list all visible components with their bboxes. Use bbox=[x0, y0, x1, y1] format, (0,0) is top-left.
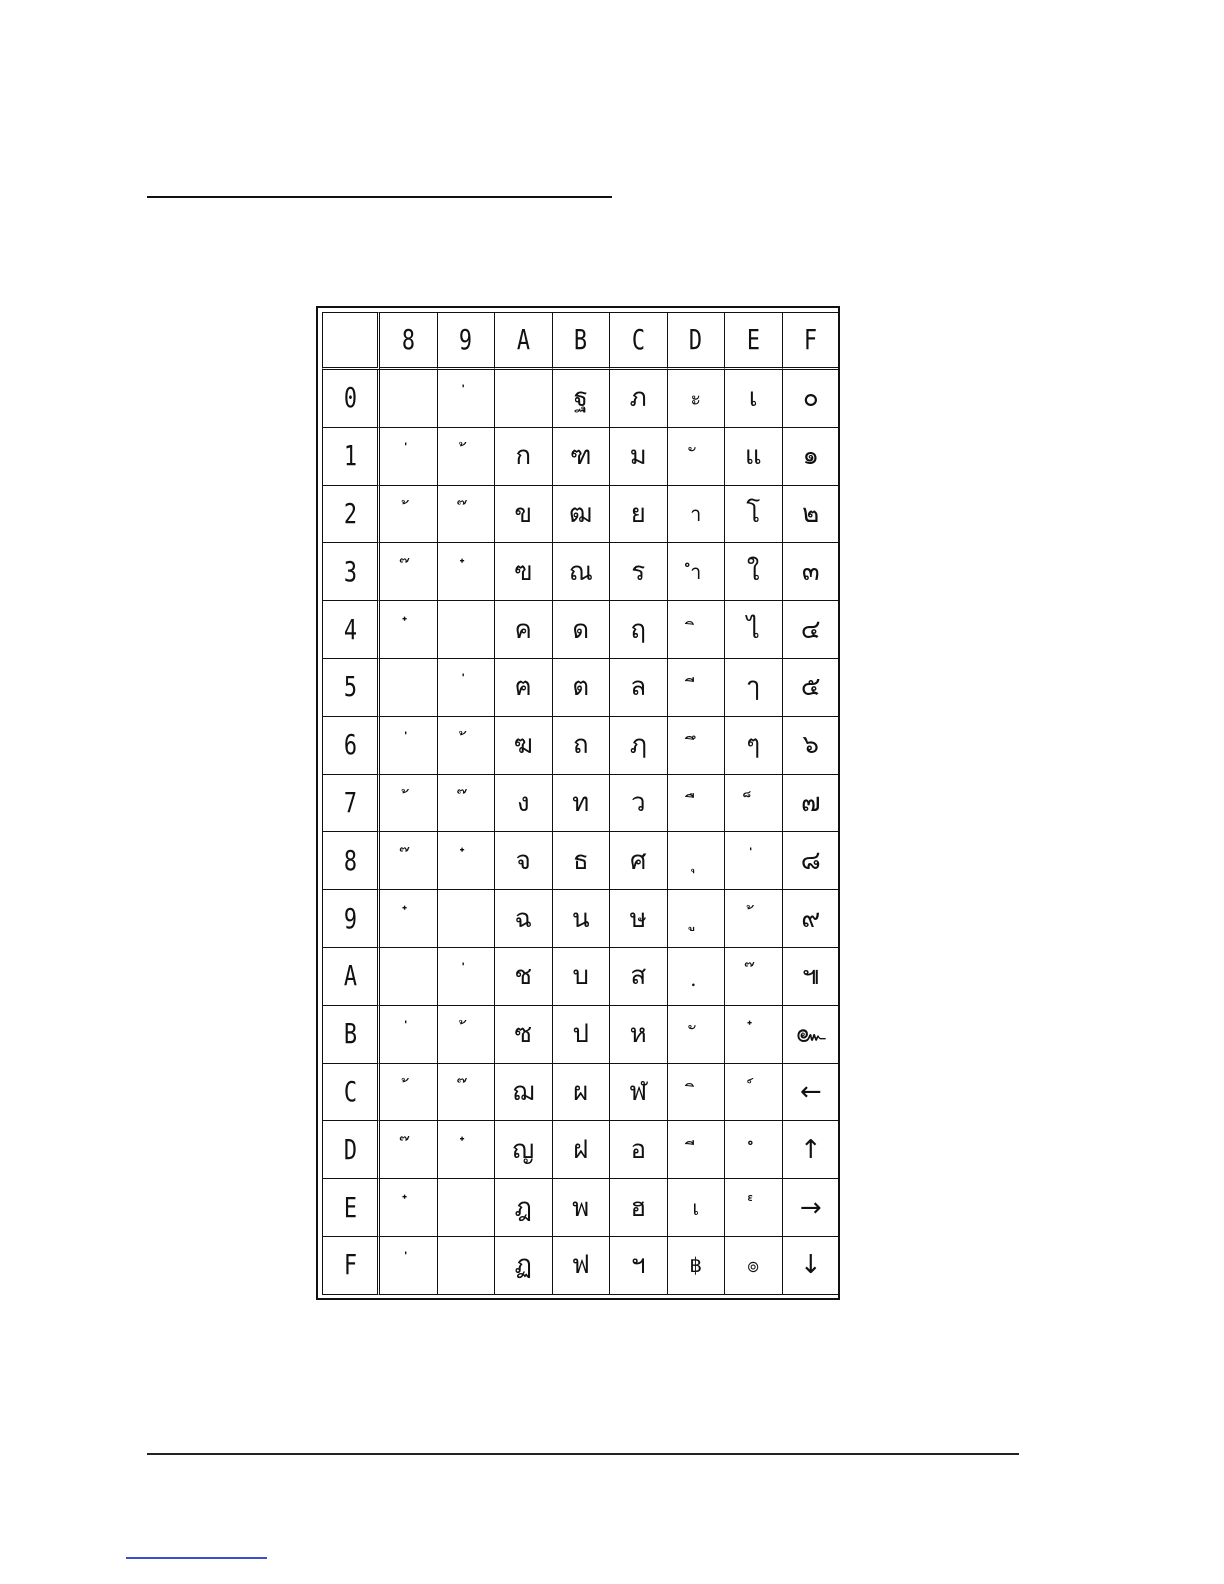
table-cell bbox=[438, 1179, 496, 1237]
character-glyph: ฝ bbox=[573, 1134, 589, 1165]
table-cell bbox=[668, 832, 726, 890]
character-glyph: ๆ bbox=[746, 730, 761, 761]
character-glyph: ม bbox=[629, 441, 647, 472]
row-header-label: B bbox=[343, 1017, 357, 1051]
table-cell bbox=[438, 890, 496, 948]
table-cell bbox=[668, 1179, 726, 1237]
table-cell bbox=[438, 486, 496, 544]
table-cell bbox=[783, 890, 841, 948]
table-cell bbox=[610, 890, 668, 948]
character-glyph: า bbox=[690, 501, 702, 526]
column-header bbox=[380, 312, 438, 370]
character-glyph: ฒ bbox=[569, 498, 593, 529]
column-header bbox=[495, 312, 553, 370]
table-cell bbox=[610, 1064, 668, 1122]
character-glyph: ๙ bbox=[801, 903, 821, 934]
character-glyph: ำ bbox=[690, 559, 702, 584]
table-cell bbox=[725, 370, 783, 428]
table-cell bbox=[495, 1179, 553, 1237]
column-header-label: D bbox=[689, 323, 703, 356]
table-cell bbox=[610, 948, 668, 1006]
row-header-label: A bbox=[343, 959, 357, 993]
row-header-label: 4 bbox=[343, 612, 357, 646]
table-cell bbox=[725, 717, 783, 775]
row-header bbox=[322, 1121, 380, 1179]
character-glyph: ส bbox=[630, 961, 647, 992]
table-cell bbox=[783, 717, 841, 775]
table-cell bbox=[495, 775, 553, 833]
table-cell bbox=[725, 659, 783, 717]
character-glyph: ไ bbox=[746, 614, 760, 645]
row-header bbox=[322, 370, 380, 428]
table-cell bbox=[438, 1006, 496, 1064]
table-cell bbox=[495, 543, 553, 601]
row-header bbox=[322, 601, 380, 659]
character-glyph: ฏ bbox=[514, 1250, 532, 1281]
character-glyph: ป bbox=[572, 1019, 589, 1050]
table-cell bbox=[610, 717, 668, 775]
character-glyph: ๖ bbox=[802, 730, 819, 761]
row-header bbox=[322, 486, 380, 544]
column-header bbox=[783, 312, 841, 370]
character-glyph: เ bbox=[692, 1195, 700, 1220]
character-glyph: ๐ bbox=[802, 383, 819, 414]
character-glyph: ก bbox=[515, 441, 532, 472]
table-cell bbox=[438, 601, 496, 659]
table-cell bbox=[783, 659, 841, 717]
character-glyph: ถ bbox=[572, 730, 589, 761]
table-cell bbox=[783, 428, 841, 486]
character-glyph: ห bbox=[629, 1019, 647, 1050]
character-glyph: ง bbox=[516, 787, 530, 818]
character-glyph: ฌ bbox=[512, 1076, 535, 1107]
character-glyph: ฆ bbox=[513, 730, 533, 761]
character-glyph: ร bbox=[631, 556, 646, 587]
table-cell bbox=[668, 1064, 726, 1122]
table-cell bbox=[610, 1179, 668, 1237]
row-header bbox=[322, 890, 380, 948]
row-header bbox=[322, 717, 380, 775]
table-cell bbox=[783, 486, 841, 544]
character-glyph: โ bbox=[746, 498, 761, 529]
table-cell bbox=[668, 1121, 726, 1179]
table-cell bbox=[495, 659, 553, 717]
character-glyph: ↑ bbox=[799, 1134, 822, 1165]
row-header-label: 2 bbox=[343, 496, 357, 530]
character-glyph: ภ bbox=[629, 383, 647, 414]
column-header-label: A bbox=[516, 323, 530, 356]
table-cell bbox=[495, 601, 553, 659]
table-cell bbox=[438, 948, 496, 1006]
table-cell bbox=[668, 775, 726, 833]
character-glyph: ๛ bbox=[795, 1019, 826, 1050]
table-cell bbox=[380, 717, 438, 775]
table-cell bbox=[380, 1006, 438, 1064]
character-glyph: ฟ bbox=[571, 1250, 590, 1281]
table-cell bbox=[783, 1121, 841, 1179]
character-glyph: จ bbox=[515, 845, 531, 876]
table-cell bbox=[668, 486, 726, 544]
table-cell bbox=[438, 370, 496, 428]
table-cell bbox=[380, 1121, 438, 1179]
footer-link-underline bbox=[126, 1557, 267, 1559]
table-cell bbox=[610, 486, 668, 544]
table-cell bbox=[783, 1064, 841, 1122]
table-cell bbox=[438, 659, 496, 717]
table-cell bbox=[610, 832, 668, 890]
table-cell bbox=[783, 1006, 841, 1064]
character-glyph: ๔ bbox=[800, 614, 821, 645]
character-glyph: ฯ bbox=[630, 1250, 646, 1281]
table-cell bbox=[553, 1064, 611, 1122]
table-cell bbox=[380, 601, 438, 659]
character-code-table bbox=[316, 306, 840, 1300]
table-cell bbox=[668, 890, 726, 948]
row-header-label: D bbox=[343, 1132, 357, 1166]
character-glyph: ค bbox=[514, 614, 532, 645]
character-glyph: ผ bbox=[573, 1076, 589, 1107]
character-glyph: ซ bbox=[514, 1019, 533, 1050]
column-header bbox=[725, 312, 783, 370]
table-cell bbox=[380, 428, 438, 486]
top-rule bbox=[147, 196, 612, 198]
table-cell bbox=[553, 659, 611, 717]
table-cell bbox=[668, 1006, 726, 1064]
table-cell bbox=[495, 1006, 553, 1064]
table-cell bbox=[610, 428, 668, 486]
character-glyph: ล bbox=[630, 672, 647, 703]
table-cell bbox=[438, 1121, 496, 1179]
table-cell bbox=[495, 486, 553, 544]
character-glyph: เ bbox=[748, 383, 758, 414]
table-cell bbox=[783, 775, 841, 833]
character-glyph: ฦ bbox=[629, 730, 647, 761]
character-glyph: ๚ bbox=[801, 961, 820, 992]
column-header-label: 8 bbox=[401, 323, 415, 356]
column-header bbox=[610, 312, 668, 370]
table-cell bbox=[668, 717, 726, 775]
table-cell bbox=[610, 1237, 668, 1295]
table-cell bbox=[380, 370, 438, 428]
row-header-label: 8 bbox=[343, 843, 357, 877]
table-cell bbox=[783, 1179, 841, 1237]
table-cell bbox=[725, 775, 783, 833]
table-cell bbox=[725, 832, 783, 890]
table-cell bbox=[725, 1121, 783, 1179]
character-glyph: ฤ bbox=[630, 614, 647, 645]
table-cell bbox=[610, 1006, 668, 1064]
character-glyph: ฿ bbox=[689, 1253, 703, 1278]
character-glyph: ใ bbox=[746, 556, 760, 587]
table-cell bbox=[610, 775, 668, 833]
table-cell bbox=[725, 1006, 783, 1064]
character-glyph: ว bbox=[630, 787, 646, 818]
character-glyph: ๓ bbox=[801, 556, 820, 587]
character-glyph: พ bbox=[572, 1192, 590, 1223]
table-cell bbox=[553, 543, 611, 601]
table-cell bbox=[438, 1237, 496, 1295]
column-header-label: E bbox=[746, 323, 760, 356]
table-cell bbox=[725, 1064, 783, 1122]
table-cell bbox=[553, 1006, 611, 1064]
table-cell bbox=[783, 1237, 841, 1295]
character-glyph: ๗ bbox=[800, 787, 821, 818]
table-cell bbox=[495, 890, 553, 948]
row-header bbox=[322, 428, 380, 486]
row-header-label: C bbox=[343, 1074, 357, 1108]
table-cell bbox=[495, 370, 553, 428]
table-cell bbox=[783, 370, 841, 428]
table-cell bbox=[553, 890, 611, 948]
character-glyph: บ bbox=[572, 961, 589, 992]
character-glyph: ฑ bbox=[569, 441, 592, 472]
table-cell bbox=[553, 775, 611, 833]
row-header-label: F bbox=[343, 1248, 357, 1282]
character-glyph: ๘ bbox=[800, 845, 821, 876]
table-cell bbox=[380, 1064, 438, 1122]
table-cell bbox=[438, 1064, 496, 1122]
table-cell bbox=[610, 659, 668, 717]
table-cell bbox=[725, 890, 783, 948]
table-cell bbox=[725, 1237, 783, 1295]
table-cell bbox=[668, 428, 726, 486]
column-header-label: F bbox=[804, 323, 818, 356]
table-cell bbox=[553, 832, 611, 890]
table-cell bbox=[783, 601, 841, 659]
table-cell bbox=[668, 948, 726, 1006]
row-header bbox=[322, 832, 380, 890]
table-cell bbox=[553, 717, 611, 775]
table-cell bbox=[380, 948, 438, 1006]
character-glyph: แ bbox=[744, 441, 762, 472]
table-cell bbox=[495, 1064, 553, 1122]
table-cell bbox=[783, 948, 841, 1006]
column-header-label: C bbox=[631, 323, 645, 356]
table-cell bbox=[438, 775, 496, 833]
table-cell bbox=[380, 775, 438, 833]
character-glyph: ณ bbox=[568, 556, 593, 587]
character-glyph: → bbox=[799, 1192, 822, 1223]
character-glyph: ๅ bbox=[746, 672, 760, 703]
character-glyph: ฎ bbox=[514, 1192, 532, 1223]
row-header-label: 5 bbox=[343, 670, 357, 704]
row-header-label: E bbox=[343, 1190, 357, 1224]
table-cell bbox=[553, 1237, 611, 1295]
table-cell bbox=[380, 543, 438, 601]
character-glyph: ฬ bbox=[629, 1076, 648, 1107]
table-cell bbox=[725, 486, 783, 544]
character-glyph: ↓ bbox=[799, 1250, 822, 1281]
table-cell bbox=[380, 1237, 438, 1295]
table-cell bbox=[725, 948, 783, 1006]
table-cell bbox=[380, 659, 438, 717]
table-cell bbox=[495, 717, 553, 775]
column-header-label: B bbox=[574, 323, 588, 356]
row-header bbox=[322, 543, 380, 601]
row-header bbox=[322, 775, 380, 833]
corner-cell bbox=[322, 312, 380, 370]
table-cell bbox=[553, 948, 611, 1006]
character-glyph: ฃ bbox=[514, 556, 533, 587]
row-header-label: 3 bbox=[343, 554, 357, 588]
table-cell bbox=[668, 659, 726, 717]
character-glyph: ๒ bbox=[802, 498, 820, 529]
table-cell bbox=[553, 601, 611, 659]
table-cell bbox=[668, 543, 726, 601]
row-header-label: 0 bbox=[343, 381, 357, 415]
table-cell bbox=[610, 370, 668, 428]
table-cell bbox=[668, 1237, 726, 1295]
table-cell bbox=[438, 832, 496, 890]
row-header-label: 9 bbox=[343, 901, 357, 935]
table-cell bbox=[380, 832, 438, 890]
character-glyph: ข bbox=[514, 498, 533, 529]
character-glyph: อ bbox=[630, 1134, 647, 1165]
bottom-rule bbox=[147, 1453, 1019, 1455]
column-header bbox=[438, 312, 496, 370]
character-glyph: ← bbox=[799, 1076, 822, 1107]
table-cell bbox=[668, 601, 726, 659]
table-cell bbox=[610, 601, 668, 659]
character-glyph: ด bbox=[572, 614, 590, 645]
table-cell bbox=[438, 543, 496, 601]
character-glyph: ฅ bbox=[514, 672, 532, 703]
table-cell bbox=[553, 370, 611, 428]
row-header bbox=[322, 1237, 380, 1295]
table-cell bbox=[783, 832, 841, 890]
character-glyph: ๏ bbox=[747, 1253, 760, 1278]
table-cell bbox=[553, 428, 611, 486]
table-cell bbox=[495, 948, 553, 1006]
character-glyph: ฐ bbox=[573, 383, 588, 414]
column-header-label: 9 bbox=[459, 323, 473, 356]
character-glyph: ย bbox=[630, 498, 646, 529]
character-glyph: ช bbox=[514, 961, 533, 992]
character-glyph: ะ bbox=[690, 386, 702, 411]
character-glyph: น bbox=[571, 903, 590, 934]
row-header bbox=[322, 659, 380, 717]
table-cell bbox=[380, 486, 438, 544]
row-header bbox=[322, 948, 380, 1006]
code-grid bbox=[322, 312, 840, 1295]
table-cell bbox=[610, 1121, 668, 1179]
row-header-label: 7 bbox=[343, 785, 357, 819]
character-glyph: ๑ bbox=[802, 441, 819, 472]
character-glyph: ธ bbox=[572, 845, 589, 876]
row-header bbox=[322, 1006, 380, 1064]
row-header-label: 6 bbox=[343, 728, 357, 762]
table-cell bbox=[438, 717, 496, 775]
row-header bbox=[322, 1179, 380, 1237]
table-cell bbox=[438, 428, 496, 486]
column-header bbox=[668, 312, 726, 370]
table-cell bbox=[783, 543, 841, 601]
table-cell bbox=[725, 428, 783, 486]
character-glyph: ๕ bbox=[800, 672, 821, 703]
table-cell bbox=[380, 1179, 438, 1237]
column-header bbox=[553, 312, 611, 370]
table-cell bbox=[553, 486, 611, 544]
table-cell bbox=[495, 1121, 553, 1179]
character-glyph: ฉ bbox=[514, 903, 533, 934]
table-cell bbox=[725, 543, 783, 601]
row-header bbox=[322, 1064, 380, 1122]
table-cell bbox=[553, 1121, 611, 1179]
table-cell bbox=[725, 601, 783, 659]
character-glyph: ฮ bbox=[630, 1192, 647, 1223]
table-cell bbox=[495, 428, 553, 486]
row-header-label: 1 bbox=[343, 439, 357, 473]
character-glyph: ญ bbox=[512, 1134, 535, 1165]
character-glyph: ท bbox=[572, 787, 590, 818]
table-cell bbox=[495, 832, 553, 890]
table-cell bbox=[380, 890, 438, 948]
table-cell bbox=[553, 1179, 611, 1237]
table-cell bbox=[725, 1179, 783, 1237]
character-glyph: ษ bbox=[629, 903, 647, 934]
character-glyph: ต bbox=[572, 672, 590, 703]
character-glyph: ศ bbox=[629, 845, 647, 876]
table-cell bbox=[495, 1237, 553, 1295]
table-cell bbox=[668, 370, 726, 428]
table-cell bbox=[610, 543, 668, 601]
